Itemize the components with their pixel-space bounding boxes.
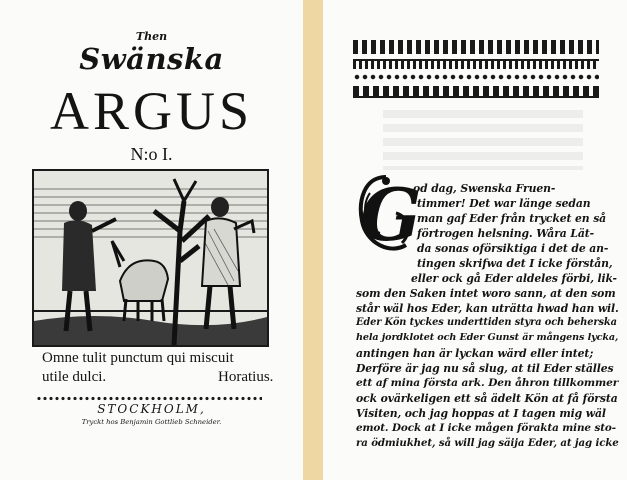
motto-line-1: Omne tulit punctum qui miscuit [42,350,234,366]
text-line: timmer! Det war länge sedan [417,197,591,210]
text-line: förtrogen helsning. Wåra Lät- [417,227,594,240]
text-line: da sonas oförsiktiga i det de an- [417,242,609,255]
text-line: tingen skrifwa det I icke förstån, [417,257,613,270]
issue-number: N:o I. [130,144,173,164]
title-swanska: Swänska [79,42,224,76]
text-page [323,0,627,480]
show-through [383,110,583,170]
text-line: står wäl hos Eder, kan uträtta hwad han wil. [356,302,619,315]
motto-line-2: utile dulci. [42,369,107,385]
woodcut-illustration [32,169,269,347]
title-argus: ARGUS [49,81,254,141]
text-line: eller ock gå Eder aldeles förbi, lik- [411,272,617,285]
motto-author: Horatius. [218,369,274,385]
text-line: som den Saken intet woro sann, at den som [356,287,616,300]
text-line: od dag, Swenska Fruen- [413,182,556,195]
imprint-city: STOCKHOLM, [97,402,206,416]
initial-letter: G [360,172,422,257]
title-page [0,0,303,480]
ornament-rule [36,396,262,401]
text-line: Visiten, och jag hoppas at I tagen mig wäl [356,407,606,420]
ornament-band-1 [353,40,599,54]
decorated-initial [356,172,422,257]
ornament-band-3 [353,72,599,82]
text-line: ra ödmiukhet, så will jag säija Eder, at jag icke [356,437,619,449]
ornament-band-4 [353,86,599,98]
book-gutter [303,0,323,480]
text-line: ock ovärkeligen ett så ädelt Kön at få första [356,392,618,405]
text-line: Eder Kön tyckes underttiden styra och beherska [356,317,617,328]
text-line: ett af mina första ark. Den åhron tillkommer [356,377,619,389]
imprint-printer: Tryckt hos Benjamin Gottlieb Schneider. [81,418,222,426]
text-line: antingen han är lyckan wärd eller intet; [356,347,594,360]
text-line: man gaf Eder från trycket en så [417,212,607,225]
title-then: Then [135,30,168,43]
text-line: hela jordklotet och Eder Gunst är mångens lycka, [356,332,619,343]
text-line: Derföre är jag nu så slug, at til Eder ställes [356,362,614,375]
text-line: emot. Dock at I icke mågen förakta mine sto- [356,422,616,434]
ornament-band-2 [353,59,599,69]
